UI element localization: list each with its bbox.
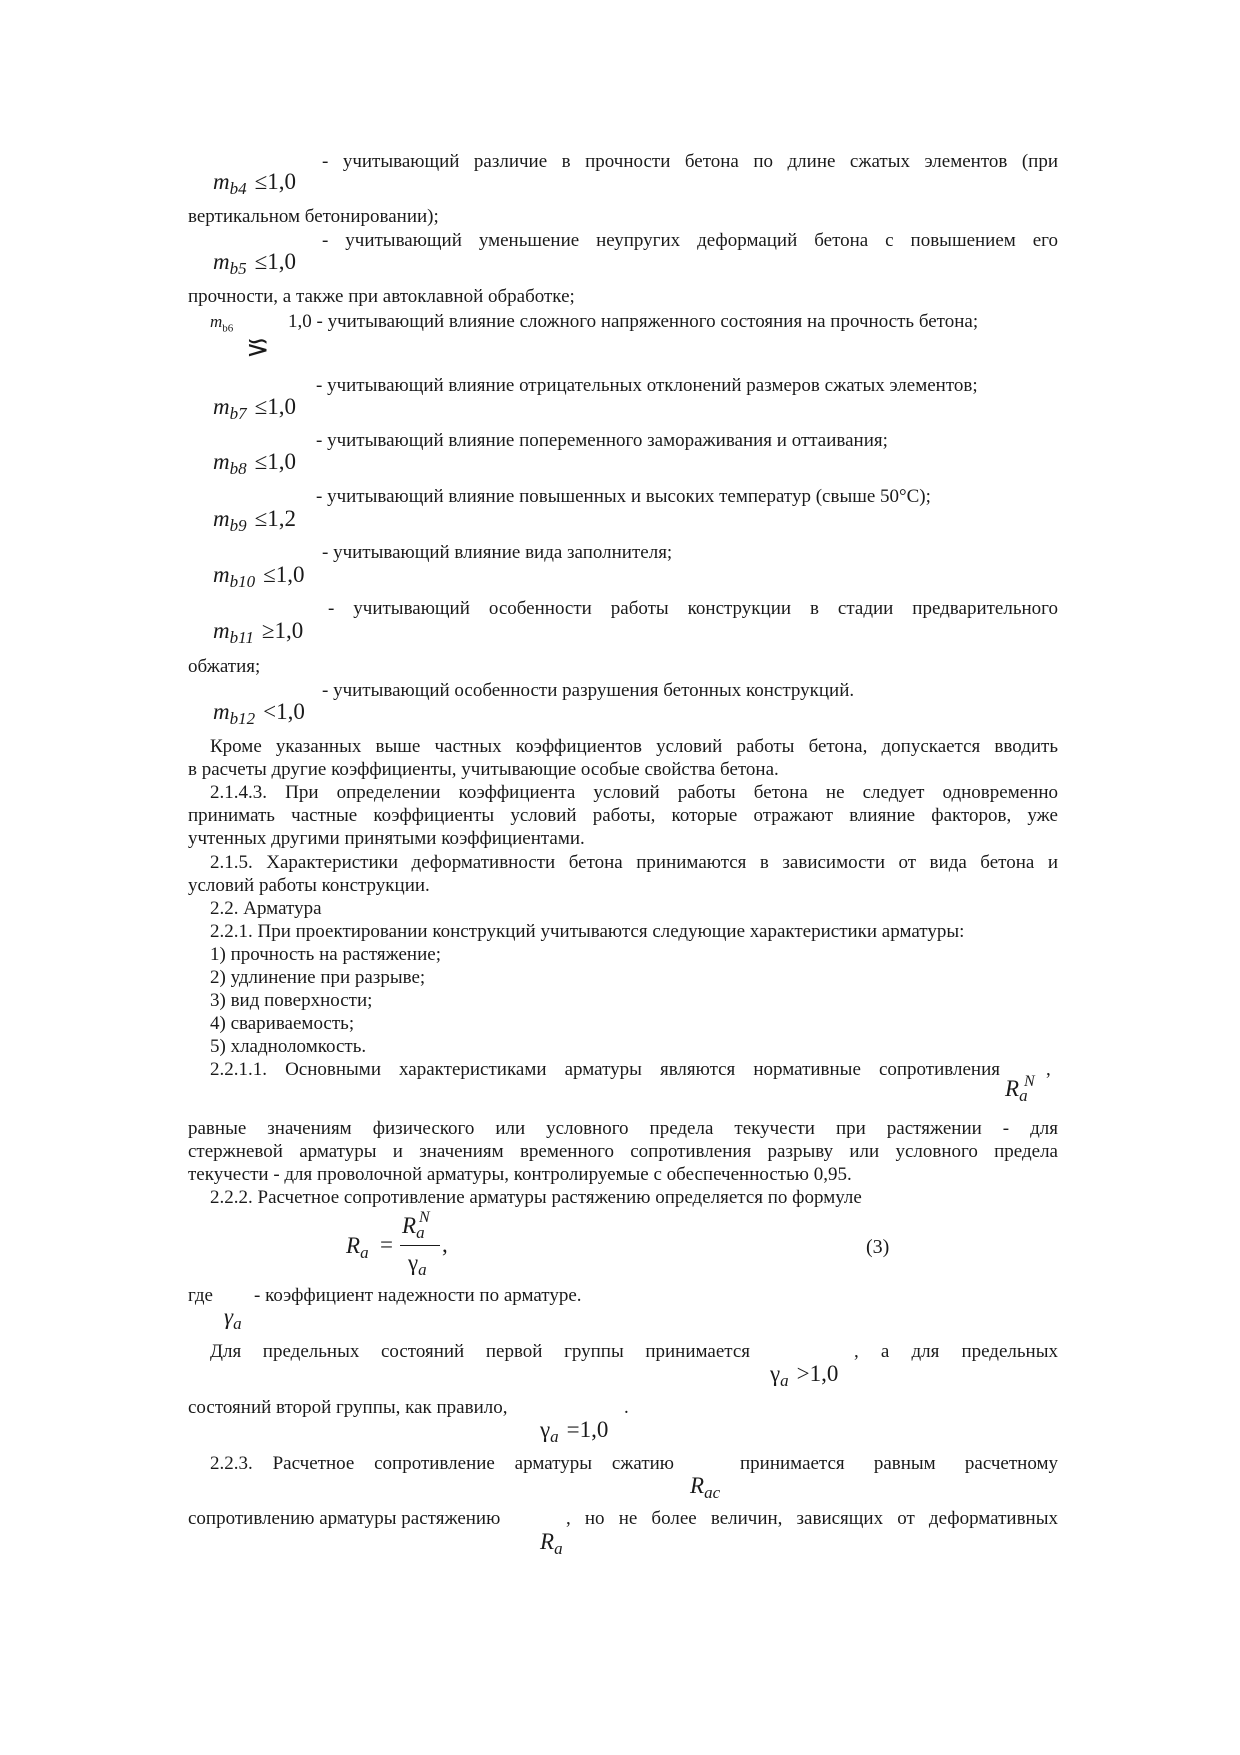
paragraph-line: равные значениям физического или условного предела текучести при растяжении - для (188, 1118, 1058, 1139)
symbol-gamma-a: $\gamma_a$ (224, 1304, 242, 1333)
paragraph-line: , а для предельных (854, 1341, 1058, 1362)
formula-comma: , (442, 1232, 448, 1257)
coef-b9-desc: - учитывающий влияние повышенных и высоких температур (свыше 50°С); (316, 486, 931, 507)
paragraph-line: условий работы конструкции. (188, 875, 430, 896)
paragraph-line: текучести - для проволочной арматуры, контролируемые с обеспеченностью 0,95. (188, 1164, 852, 1185)
list-item: 4) свариваемость; (210, 1013, 355, 1034)
paragraph-line: - коэффициент надежности по арматуре. (254, 1285, 582, 1306)
coef-b5-desc: - учитывающий уменьшение неупругих деформаций бетона с повышением его (322, 230, 1058, 251)
coef-b8-symbol: $m_{b8} \le 1,0$ (213, 449, 296, 478)
coef-b5-desc-cont: прочности, а также при автоклавной обработке; (188, 286, 575, 307)
paragraph-line: Для предельных состояний первой группы принимается (210, 1341, 750, 1362)
coef-b8-desc: - учитывающий влияние попеременного замораживания и оттаивания; (316, 430, 888, 451)
paragraph-line: . (624, 1397, 629, 1418)
coef-b6-symbol: $m_{b6}$ (210, 312, 234, 335)
paragraph-line: 2.2.1.1. Основными характеристиками арматуры являются нормативные сопротивления (210, 1059, 1000, 1080)
coef-b4-symbol: $m_{b4} \le 1,0$ (213, 169, 296, 198)
symbol-Ra: $R_a$ (540, 1529, 563, 1558)
coef-b7-desc: - учитывающий влияние отрицательных отклонений размеров сжатых элементов; (316, 375, 978, 396)
coef-b12-symbol: $m_{b12} <1,0$ (213, 699, 305, 728)
paragraph-line: учтенных другими принятыми коэффициентами. (188, 828, 585, 849)
coef-b5-symbol: $m_{b5} \le 1,0$ (213, 249, 296, 278)
symbol-gamma-eq: $\gamma_a =1,0$ (540, 1417, 609, 1446)
coef-b10-symbol: $m_{b10} \le 1,0$ (213, 562, 305, 591)
paragraph-line: стержневой арматуры и значениям временного сопротивления разрыву или условного предела (188, 1141, 1058, 1162)
formula-denominator: $\gamma_a$ (408, 1250, 427, 1279)
symbol-RaN: $R_a$ (1005, 1076, 1028, 1105)
paragraph-line: 2.2.3. Расчетное сопротивление арматуры сжатию (210, 1453, 674, 1474)
paragraph-line: Кроме указанных выше частных коэффициентов условий работы бетона, допускается вводить (210, 736, 1058, 757)
paragraph-line: где (188, 1285, 213, 1306)
paragraph-line: 2.1.4.3. При определении коэффициента условий работы бетона не следует одновременно (210, 782, 1058, 803)
list-item: 3) вид поверхности; (210, 990, 373, 1011)
list-item: 1) прочность на растяжение; (210, 944, 441, 965)
coef-b12-desc: - учитывающий особенности разрушения бетонных конструкций. (322, 680, 855, 701)
formula-lhs: $R_a$ (346, 1233, 369, 1262)
section-heading: 2.2. Арматура (210, 898, 322, 919)
comma: , (1046, 1059, 1051, 1080)
list-item: 5) хладноломкость. (210, 1036, 367, 1057)
fraction-line (400, 1245, 440, 1246)
paragraph-line: 2.2.1. При проектировании конструкций учитываются следующие характеристики арматуры: (210, 921, 965, 942)
paragraph-line: в расчеты другие коэффициенты, учитывающие особые свойства бетона. (188, 759, 779, 780)
coef-b9-symbol: $m_{b9} \le 1,2$ (213, 506, 296, 535)
paragraph-line: принимать частные коэффициенты условий работы, которые отражают влияние факторов, уже (188, 805, 1058, 826)
formula-numerator: $R_a$ (402, 1213, 425, 1242)
coef-b11-desc: - учитывающий особенности работы конструкции в стадии предварительного (328, 598, 1058, 619)
paragraph-line: принимается равным расчетному (740, 1453, 1058, 1474)
formula-numerator-sup: N (419, 1209, 430, 1226)
coef-b4-desc: - учитывающий различие в прочности бетона по длине сжатых элементов (при (322, 151, 1058, 172)
formula-eq: = (380, 1232, 393, 1257)
paragraph-line: 2.1.5. Характеристики деформативности бетона принимаются в зависимости от вида бетона и (210, 852, 1058, 873)
coef-b10-desc: - учитывающий влияние вида заполнителя; (322, 542, 673, 563)
paragraph-line: 2.2.2. Расчетное сопротивление арматуры растяжению определяется по формуле (210, 1187, 862, 1208)
coef-b6-relation: ⪞ (246, 333, 270, 364)
list-item: 2) удлинение при разрыве; (210, 967, 426, 988)
symbol-Rac: $R_{ac}$ (690, 1473, 721, 1502)
coef-b6-desc: 1,0 - учитывающий влияние сложного напряженного состояния на прочность бетона; (288, 311, 979, 332)
paragraph-line: состояний второй группы, как правило, (188, 1397, 508, 1418)
coef-b4-desc-cont: вертикальном бетонировании); (188, 206, 439, 227)
coef-b11-symbol: $m_{b11} \ge 1,0$ (213, 618, 304, 647)
coef-b7-symbol: $m_{b7} \le 1,0$ (213, 394, 296, 423)
symbol-gamma-gt: $\gamma_a >1,0$ (770, 1361, 839, 1390)
symbol-RaN-sup: N (1024, 1073, 1035, 1090)
paragraph-line: , но не более величин, зависящих от деформативных (566, 1508, 1058, 1529)
paragraph-line: сопротивлению арматуры растяжению (188, 1508, 501, 1529)
coef-b11-desc-cont: обжатия; (188, 656, 261, 677)
formula-number: (3) (866, 1236, 890, 1258)
